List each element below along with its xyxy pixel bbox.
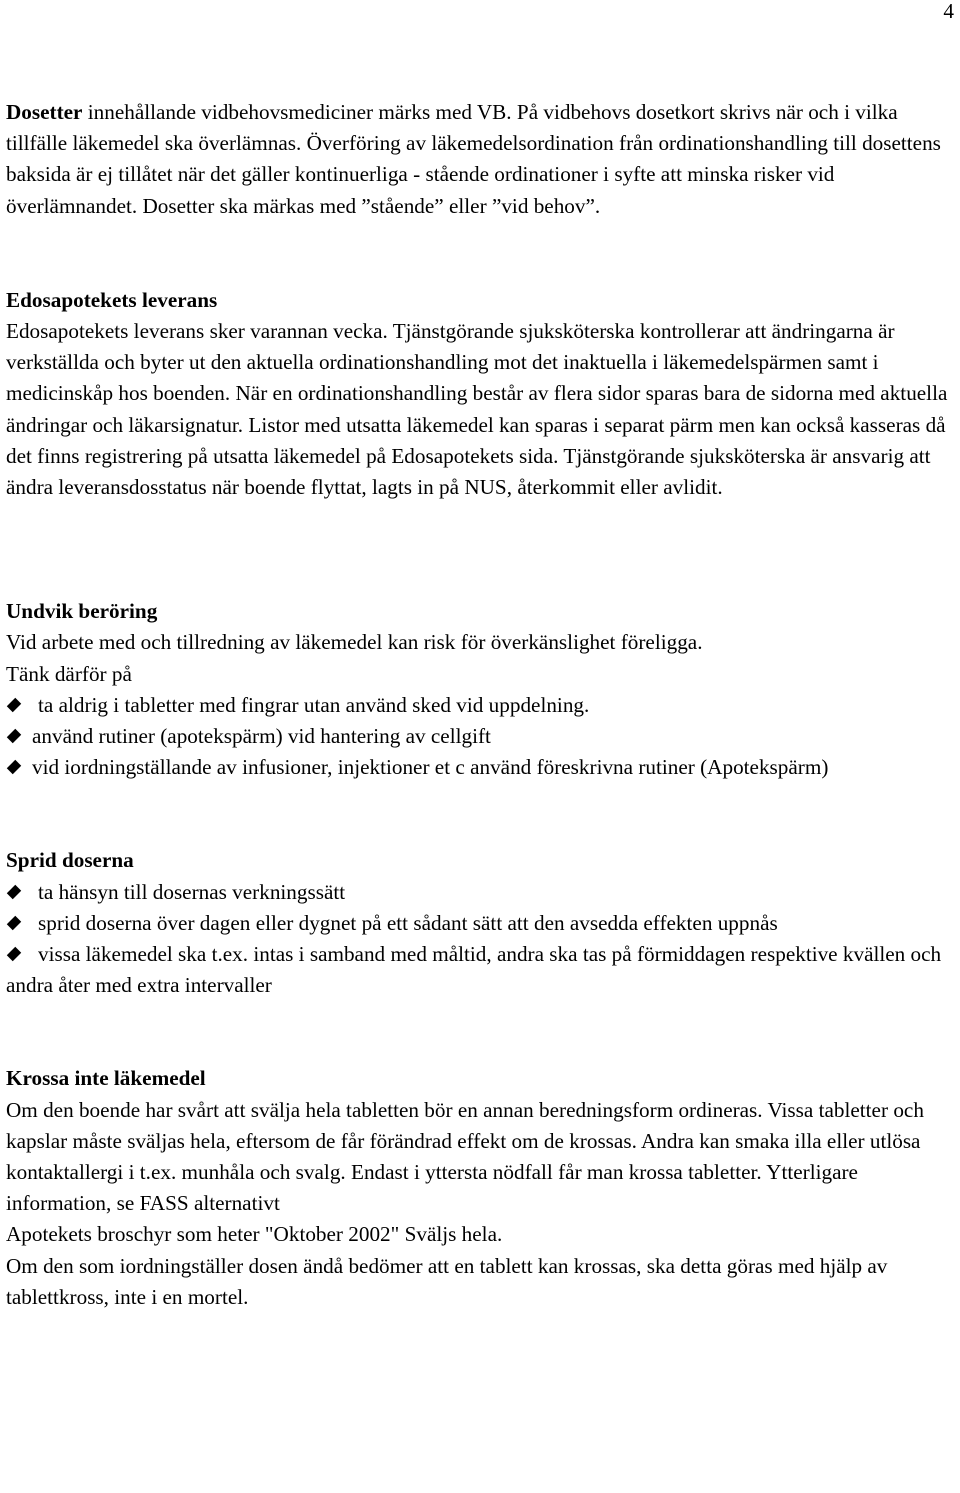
diamond-bullet-icon <box>7 760 21 774</box>
undvik-heading: Undvik beröring <box>6 599 158 624</box>
diamond-bullet-icon <box>7 729 21 743</box>
undvik-line-1: Vid arbete med och tillredning av läkemedel kan risk för överkänslighet föreligga. <box>6 630 703 655</box>
diamond-bullet-icon <box>7 947 21 961</box>
page-number: 4 <box>943 0 954 23</box>
sprid-bullet-3: vissa läkemedel ska t.ex. intas i samband med måltid, andra ska tas på förmiddagen respektive kvällen och andra åter med extra intervaller <box>6 942 942 998</box>
intro-bold-lead: Dosetter <box>6 100 83 124</box>
krossa-heading: Krossa inte läkemedel <box>6 1066 206 1091</box>
sprid-bullet-2: sprid doserna över dagen eller dygnet på ett sådant sätt att den avsedda effekten uppnås <box>6 908 958 939</box>
diamond-bullet-icon <box>7 698 21 712</box>
krossa-paragraph-3: Om den som iordningställer dosen ändå bedömer att en tablett kan krossas, ska detta göras med hjälp av tablettkross, inte i en mortel. <box>6 1253 888 1309</box>
undvik-bullet-1: ta aldrig i tabletter med fingrar utan använd sked vid uppdelning. <box>6 690 958 721</box>
intro-text-2: Dosetter ska märkas med ”stående” eller ”vid behov”. <box>137 193 601 218</box>
diamond-bullet-icon <box>7 884 21 898</box>
sprid-bullet-1: ta hänsyn till dosernas verkningssätt <box>6 877 958 908</box>
intro-text: innehållande vidbehovsmediciner märks med VB. På vidbehovs dosetkort skrivs när och i vilka tillfälle läkemedel ska överlämnas. Överföring av läkemedelsordination från ordinationshandling till dosettens baksida är ej tillåtet när det gäller kontinuerliga - stående ordinationer i syfte att minska risker vid överlämnandet. <box>6 100 941 218</box>
undvik-bullet-2: använd rutiner (apotekspärm) vid hantering av cellgift <box>6 721 958 752</box>
diamond-bullet-icon <box>7 916 21 930</box>
krossa-paragraph-2: Apotekets broschyr som heter "Oktober 2002" Sväljs hela. <box>6 1222 503 1247</box>
document-body <box>6 97 958 1313</box>
undvik-line-2: Tänk därför på <box>6 661 132 686</box>
intro-paragraph <box>6 97 958 222</box>
krossa-paragraph-1: Om den boende har svårt att svälja hela tabletten bör en annan beredningsform ordineras. Vissa tabletter och kapslar måste sväljas hela, eftersom de får förändrad effekt om de krossas. Andra kan smaka illa eller utlösa kontaktallergi i t.ex. munhåla och svalg. Endast i yttersta nödfall får man krossa tabletter. Ytterligare information, se FASS alternativt <box>6 1097 924 1216</box>
undvik-bullet-3: vid iordningställande av infusioner, injektioner et c använd föreskrivna rutiner (Apotekspärm) <box>6 752 958 783</box>
edosapotek-paragraph: Edosapotekets leverans sker varannan vecka. Tjänstgörande sjuksköterska kontrollerar att ändringarna är verkställda och byter ut den aktuella ordinationshandling mot det inaktuella i läkemedelspärmen samt i medicinskåp hos boenden. När en ordinationshandling består av flera sidor sparas bara de sidorna med aktuella ändringar och läkarsignatur. Listor med utsatta läkemedel kan sparas i separat pärm men kan också kasseras då det finns registrering på utsatta läkemedel på Edosapotekets sida. Tjänstgörande sjuksköterska är ansvarig att ändra leveransdosstatus när boende flyttat, lagts in på NUS, återkommit eller avlidit. <box>6 319 948 500</box>
sprid-heading: Sprid doserna <box>6 848 134 873</box>
edosapotek-heading: Edosapotekets leverans <box>6 287 218 312</box>
